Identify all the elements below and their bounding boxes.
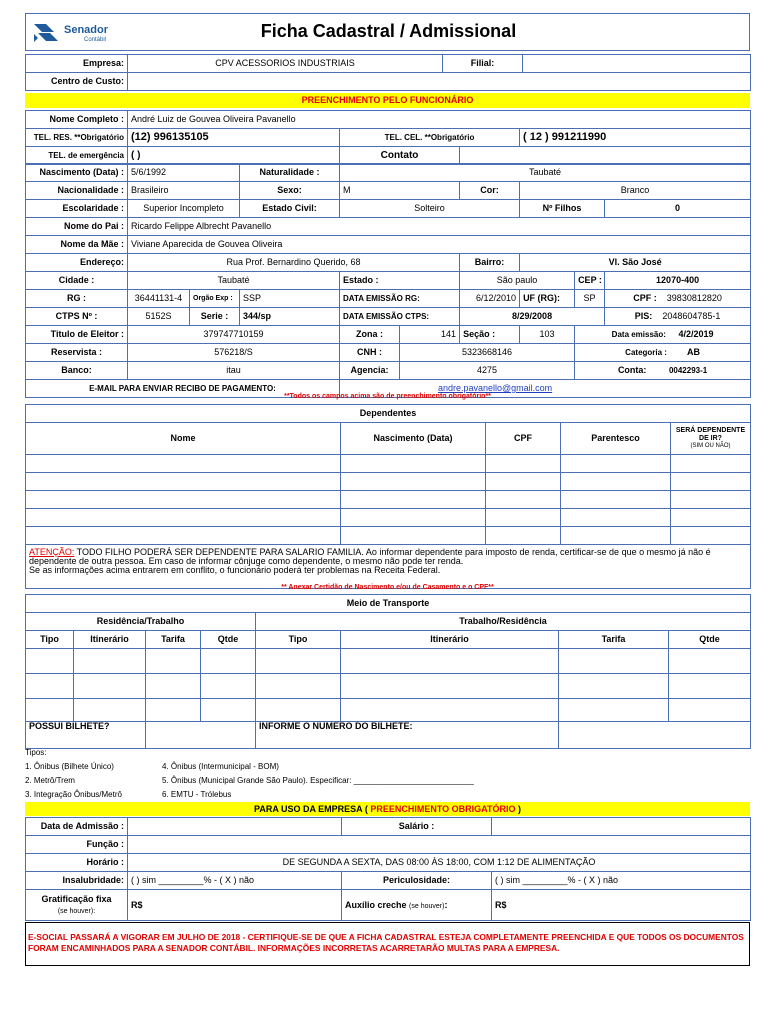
estado-field[interactable]: São paulo <box>460 272 575 290</box>
email-label: E-MAIL PARA ENVIAR RECIBO DE PAGAMENTO: <box>26 380 340 398</box>
dep-cell[interactable] <box>26 491 341 509</box>
logo-name: Senador <box>64 24 109 36</box>
dep-cell[interactable] <box>561 509 671 527</box>
creche-sub: (se houver) <box>409 902 445 910</box>
dep-col-ir-label: SERÁ DEPENDENTE DE IR? <box>675 426 746 442</box>
civil-field[interactable]: Solteiro <box>340 200 520 218</box>
rgdata-label: DATA EMISSÃO RG: <box>340 290 460 308</box>
dep-cell[interactable] <box>341 455 486 473</box>
tr-cell[interactable] <box>74 674 146 699</box>
annex-note: ** Anexar Certidão de Nascimento e/ou de Casamento e o CPF** <box>281 584 494 591</box>
cnh-label: CNH : <box>340 344 400 362</box>
secao-field[interactable]: 103 <box>520 326 575 344</box>
banco-label: Banco: <box>26 362 128 380</box>
company-use-banner <box>25 802 750 816</box>
nome-field[interactable]: André Luiz de Gouvea Oliveira Pavanello <box>128 111 751 129</box>
agencia-label: Agencia: <box>340 362 400 380</box>
rgdata-field[interactable]: 6/12/2010 <box>460 290 520 308</box>
trab-res-label: Trabalho/Residência <box>256 613 751 631</box>
categ-field[interactable] <box>575 344 751 362</box>
peric-field[interactable]: ( ) sim _________% - ( X ) não <box>492 872 751 890</box>
cidade-field[interactable]: Taubaté <box>128 272 340 290</box>
creche-label: Auxílio creche (se houver): <box>342 890 492 921</box>
admissao-label: Data de Admissão : <box>26 818 128 836</box>
telcel-field[interactable]: ( 12 ) 991211990 <box>520 129 751 147</box>
titulo-label: Titulo de Eleitor : <box>26 326 128 344</box>
table-row <box>26 509 751 527</box>
serie-label: Serie : <box>190 308 240 326</box>
telemerg-label: TEL. de emergência <box>26 147 128 165</box>
tr-cell[interactable] <box>146 699 201 722</box>
tarifa-col-2: Tarifa <box>559 631 669 649</box>
dep-cell[interactable] <box>486 473 561 491</box>
tr-cell[interactable] <box>256 649 341 674</box>
tr-cell[interactable] <box>559 699 669 722</box>
tipo-5: 5. Ônibus (Municipal Grande São Paulo). Especificar: ___________________________ <box>162 776 474 785</box>
serie-field[interactable]: 344/sp <box>240 308 340 326</box>
dependents-title: Dependentes <box>26 405 751 423</box>
telres-field[interactable]: (12) 996135105 <box>128 129 340 147</box>
tr-cell[interactable] <box>256 674 341 699</box>
tipos-title: Tipos: <box>25 748 47 757</box>
cidade-label: Cidade : <box>26 272 128 290</box>
header-box <box>25 13 750 51</box>
endereco-field[interactable]: Rua Prof. Bernardino Querido, 68 <box>128 254 460 272</box>
conta-value: 0042293-1 <box>668 366 708 375</box>
attention-label: ATENÇÃO: <box>29 547 75 557</box>
cnh-field[interactable]: 5323668146 <box>400 344 575 362</box>
company-use-title-post: ) <box>515 804 522 814</box>
nasc-field[interactable]: 5/6/1992 <box>128 164 240 182</box>
contato-label: Contato <box>340 147 460 165</box>
dep-col-nome: Nome <box>26 423 341 455</box>
pis-value: 2048604785-1 <box>662 311 721 321</box>
res-trab-label: Residência/Trabalho <box>26 613 256 631</box>
natural-label: Naturalidade : <box>240 164 340 182</box>
table-row <box>26 455 751 473</box>
conta-label: Conta: <box>617 365 647 375</box>
agencia-field[interactable]: 4275 <box>400 362 575 380</box>
grat-field[interactable]: R$ <box>128 890 342 921</box>
tipos-list-2 <box>162 760 474 802</box>
telcel-label: TEL. CEL. **Obrigatório <box>340 129 520 147</box>
ctpsdata-label: DATA EMISSÃO CTPS: <box>340 308 460 326</box>
cpf-field[interactable] <box>605 290 751 308</box>
dep-cell[interactable] <box>341 473 486 491</box>
reserv-label: Reservista : <box>26 344 128 362</box>
tr-cell[interactable] <box>201 674 256 699</box>
tr-cell[interactable] <box>201 649 256 674</box>
nome-label: Nome Completo : <box>26 111 128 129</box>
dep-cell[interactable] <box>341 509 486 527</box>
attention-text-2: Se as informações acima entrarem em conflito, o funcionário poderá ter problemas na Receita Federal. <box>29 565 441 575</box>
peric-label: Periculosidade: <box>342 872 492 890</box>
dep-cell[interactable] <box>671 473 751 491</box>
dep-col-parentesco: Parentesco <box>561 423 671 455</box>
cep-label: CEP : <box>575 272 605 290</box>
zona-field[interactable]: 141 <box>400 326 460 344</box>
tdata-value: 4/2/2019 <box>678 329 714 339</box>
qtde-col-2: Qtde <box>669 631 751 649</box>
secao-label: Seção : <box>460 326 520 344</box>
tr-cell[interactable] <box>26 674 74 699</box>
attention-note <box>26 545 751 589</box>
tipo-3: 3. Integração Ônibus/Metrô <box>25 790 122 799</box>
reserv-field[interactable]: 576218/S <box>128 344 340 362</box>
dep-col-nasc: Nascimento (Data) <box>341 423 486 455</box>
dep-cell[interactable] <box>26 455 341 473</box>
dep-col-ir-sub: (SIM OU NÃO) <box>690 443 731 450</box>
tr-cell[interactable] <box>559 649 669 674</box>
empresa-label: Empresa: <box>26 55 128 73</box>
grat-label-text: Gratificação fixa <box>41 893 112 904</box>
horario-label: Horário : <box>26 854 128 872</box>
titulo-field[interactable]: 379747710159 <box>128 326 340 344</box>
dep-cell[interactable] <box>671 527 751 545</box>
tipo-2: 2. Metrô/Trem <box>25 776 75 785</box>
tr-cell[interactable] <box>256 699 341 722</box>
company-table <box>25 54 751 91</box>
tipo-1: 1. Ônibus (Bilhete Único) <box>25 762 114 771</box>
funcao-field[interactable] <box>128 836 751 854</box>
section-employee-banner: PREENCHIMENTO PELO FUNCIONÁRIO <box>25 93 750 108</box>
tr-cell[interactable] <box>669 649 751 674</box>
pai-label: Nome do Pai : <box>26 218 128 236</box>
grat-label <box>26 890 128 921</box>
tr-cell[interactable] <box>146 674 201 699</box>
company-use-title-pre: PARA USO DA EMPRESA ( <box>253 804 371 814</box>
zona-label: Zona : <box>340 326 400 344</box>
table-row <box>26 473 751 491</box>
tr-cell[interactable] <box>669 674 751 699</box>
natural-field[interactable]: Taubaté <box>340 164 751 182</box>
centro-custo-field[interactable] <box>128 73 751 91</box>
tarifa-col-1: Tarifa <box>146 631 201 649</box>
dep-cell[interactable] <box>486 455 561 473</box>
tr-cell[interactable] <box>146 649 201 674</box>
horario-field[interactable]: DE SEGUNDA A SEXTA, DAS 08:00 ÀS 18:00, COM 1:12 DE ALIMENTAÇÃO <box>128 854 751 872</box>
dep-cell[interactable] <box>486 527 561 545</box>
numero-field[interactable] <box>559 722 751 749</box>
dep-col-cpf: CPF <box>486 423 561 455</box>
estado-label: Estado : <box>340 272 460 290</box>
cor-field[interactable]: Branco <box>520 182 751 200</box>
dep-cell[interactable] <box>26 473 341 491</box>
orgao-label: Orgão Exp : <box>190 290 240 308</box>
tr-cell[interactable] <box>26 649 74 674</box>
conta-field[interactable] <box>575 362 751 380</box>
tr-cell[interactable] <box>26 699 74 722</box>
numero-label: INFORME O NUMERO DO BILHETE: <box>256 722 559 749</box>
tr-cell[interactable] <box>341 699 559 722</box>
insal-field[interactable]: ( ) sim _________% - ( X ) não <box>128 872 342 890</box>
logo-sub: Contábil <box>84 37 107 43</box>
dep-cell[interactable] <box>561 527 671 545</box>
tr-cell[interactable] <box>341 649 559 674</box>
cpf-label: CPF : <box>633 293 657 303</box>
categ-value: AB <box>686 347 700 357</box>
dep-cell[interactable] <box>26 527 341 545</box>
transport-title: Meio de Transporte <box>26 595 751 613</box>
escol-field[interactable]: Superior Incompleto <box>128 200 240 218</box>
tr-cell[interactable] <box>559 674 669 699</box>
pis-field[interactable] <box>605 308 751 326</box>
personal-table <box>25 163 751 254</box>
dependents-table <box>25 404 751 589</box>
cep-field[interactable]: 12070-400 <box>605 272 751 290</box>
creche-field[interactable]: R$ <box>492 890 751 921</box>
itin-col-2: Itinerário <box>341 631 559 649</box>
company-use-title-red: PREENCHIMENTO OBRIGATÓRIO <box>370 804 516 814</box>
dep-cell[interactable] <box>671 455 751 473</box>
employee-table <box>25 110 751 165</box>
rg-label: RG : <box>26 290 128 308</box>
dep-cell[interactable] <box>671 491 751 509</box>
tr-cell[interactable] <box>74 699 146 722</box>
ctps-field[interactable]: 5152S <box>128 308 190 326</box>
bilhete-field[interactable] <box>146 722 256 749</box>
email-link[interactable]: andre.pavanello@gmail.com <box>437 383 553 393</box>
tipo-col-1: Tipo <box>26 631 74 649</box>
tr-cell[interactable] <box>341 674 559 699</box>
nacion-field[interactable]: Brasileiro <box>128 182 240 200</box>
rg-field[interactable]: 36441131-4 <box>128 290 190 308</box>
tr-cell[interactable] <box>669 699 751 722</box>
tipo-6: 6. EMTU - Trólebus <box>162 790 232 799</box>
contato-field[interactable] <box>460 147 751 165</box>
salario-field[interactable] <box>492 818 751 836</box>
categ-label: Categoria : <box>625 348 667 357</box>
sexo-label: Sexo: <box>240 182 340 200</box>
telemerg-field[interactable]: ( ) <box>128 147 340 165</box>
banco-field[interactable]: itau <box>128 362 340 380</box>
dep-cell[interactable] <box>486 491 561 509</box>
qtde-col-1: Qtde <box>201 631 256 649</box>
table-row <box>26 649 751 674</box>
uf-field[interactable]: SP <box>575 290 605 308</box>
ctps-label: CTPS Nº : <box>26 308 128 326</box>
dep-cell[interactable] <box>561 491 671 509</box>
mae-label: Nome da Mãe : <box>26 236 128 254</box>
dep-cell[interactable] <box>561 455 671 473</box>
itin-col-1: Itinerário <box>74 631 146 649</box>
filial-label: Filial: <box>443 55 523 73</box>
escol-label: Escolaridade : <box>26 200 128 218</box>
centro-custo-label: Centro de Custo: <box>26 73 128 91</box>
tr-cell[interactable] <box>74 649 146 674</box>
creche-label-text: Auxílio creche <box>345 899 407 910</box>
telres-label: TEL. RES. **Obrigatório <box>26 129 128 147</box>
tdata-label: Data emissão: <box>611 330 666 339</box>
cor-label: Cor: <box>460 182 520 200</box>
tdata-field[interactable] <box>575 326 751 344</box>
tipos-list <box>25 746 122 802</box>
insal-label: Insalubridade: <box>26 872 128 890</box>
esocial-note-box <box>25 922 750 966</box>
attention-text: TODO FILHO PODERÁ SER DEPENDENTE PARA SALARIO FAMILIA. Ao informar dependente para imposto de renda, certificar-se de que o mesmo já não é dependente de outra pessoa. Em caso de informar cônjuge como dependente, o mesmo não pode ter renda. <box>29 547 711 566</box>
salario-label: Salário : <box>342 818 492 836</box>
empresa-field[interactable]: CPV ACESSORIOS INDUSTRIAIS <box>128 55 443 73</box>
company-use-table <box>25 817 751 921</box>
dep-col-ir <box>671 423 751 455</box>
dep-cell[interactable] <box>26 509 341 527</box>
ctpsdata-field[interactable]: 8/29/2008 <box>460 308 605 326</box>
bairro-field[interactable]: Vl. São José <box>520 254 751 272</box>
mae-field[interactable]: Viviane Aparecida de Gouvea Oliveira <box>128 236 751 254</box>
pai-field[interactable]: Ricardo Felippe Albrecht Pavanello <box>128 218 751 236</box>
endereco-label: Endereço: <box>26 254 128 272</box>
transport-table <box>25 594 751 749</box>
table-row <box>26 699 751 722</box>
bilhete-label: POSSUI BILHETE? <box>26 722 146 749</box>
page-title: Ficha Cadastral / Admissional <box>260 21 517 41</box>
address-docs-table <box>25 253 751 398</box>
sexo-field[interactable]: M <box>340 182 460 200</box>
funcao-label: Função : <box>26 836 128 854</box>
dep-cell[interactable] <box>341 527 486 545</box>
table-row <box>26 527 751 545</box>
cpf-value: 39830812820 <box>666 293 722 303</box>
filial-field[interactable] <box>523 55 751 73</box>
bairro-label: Bairro: <box>460 254 520 272</box>
orgao-field[interactable]: SSP <box>240 290 340 308</box>
admissao-field[interactable] <box>128 818 342 836</box>
filhos-field[interactable]: 0 <box>605 200 751 218</box>
table-row <box>26 674 751 699</box>
uf-label: UF (RG): <box>520 290 575 308</box>
tipo-4: 4. Ônibus (Intermunicipal - BOM) <box>162 762 279 771</box>
nasc-label: Nascimento (Data) : <box>26 164 128 182</box>
filhos-label: Nº Filhos <box>520 200 605 218</box>
dep-cell[interactable] <box>341 491 486 509</box>
pis-label: PIS: <box>634 311 653 321</box>
required-note: **Todos os campos acima são de preenchimento obrigatório** <box>284 393 491 400</box>
esocial-note: E-SOCIAL PASSARÁ A VIGORAR EM JULHO DE 2018 - CERTIFIQUE-SE DE QUE A FICHA CADASTRAL ESTEJA COMPLETAMENTE PREENCHIDA E QUE TODOS OS DOCUMENTOS FORAM ENCAMINHADOS PARA A SENADOR CONTÁBIL. INFORMAÇÕES INCORRETAS ACARRETARÃO MULTAS PARA A EMPRESA. <box>28 932 744 953</box>
dep-cell[interactable] <box>561 473 671 491</box>
tipo-col-2: Tipo <box>256 631 341 649</box>
tr-cell[interactable] <box>201 699 256 722</box>
grat-sub: (se houver): <box>57 907 96 915</box>
nacion-label: Nacionalidade : <box>26 182 128 200</box>
dep-cell[interactable] <box>486 509 561 527</box>
civil-label: Estado Civil: <box>240 200 340 218</box>
table-row <box>26 491 751 509</box>
dep-cell[interactable] <box>671 509 751 527</box>
